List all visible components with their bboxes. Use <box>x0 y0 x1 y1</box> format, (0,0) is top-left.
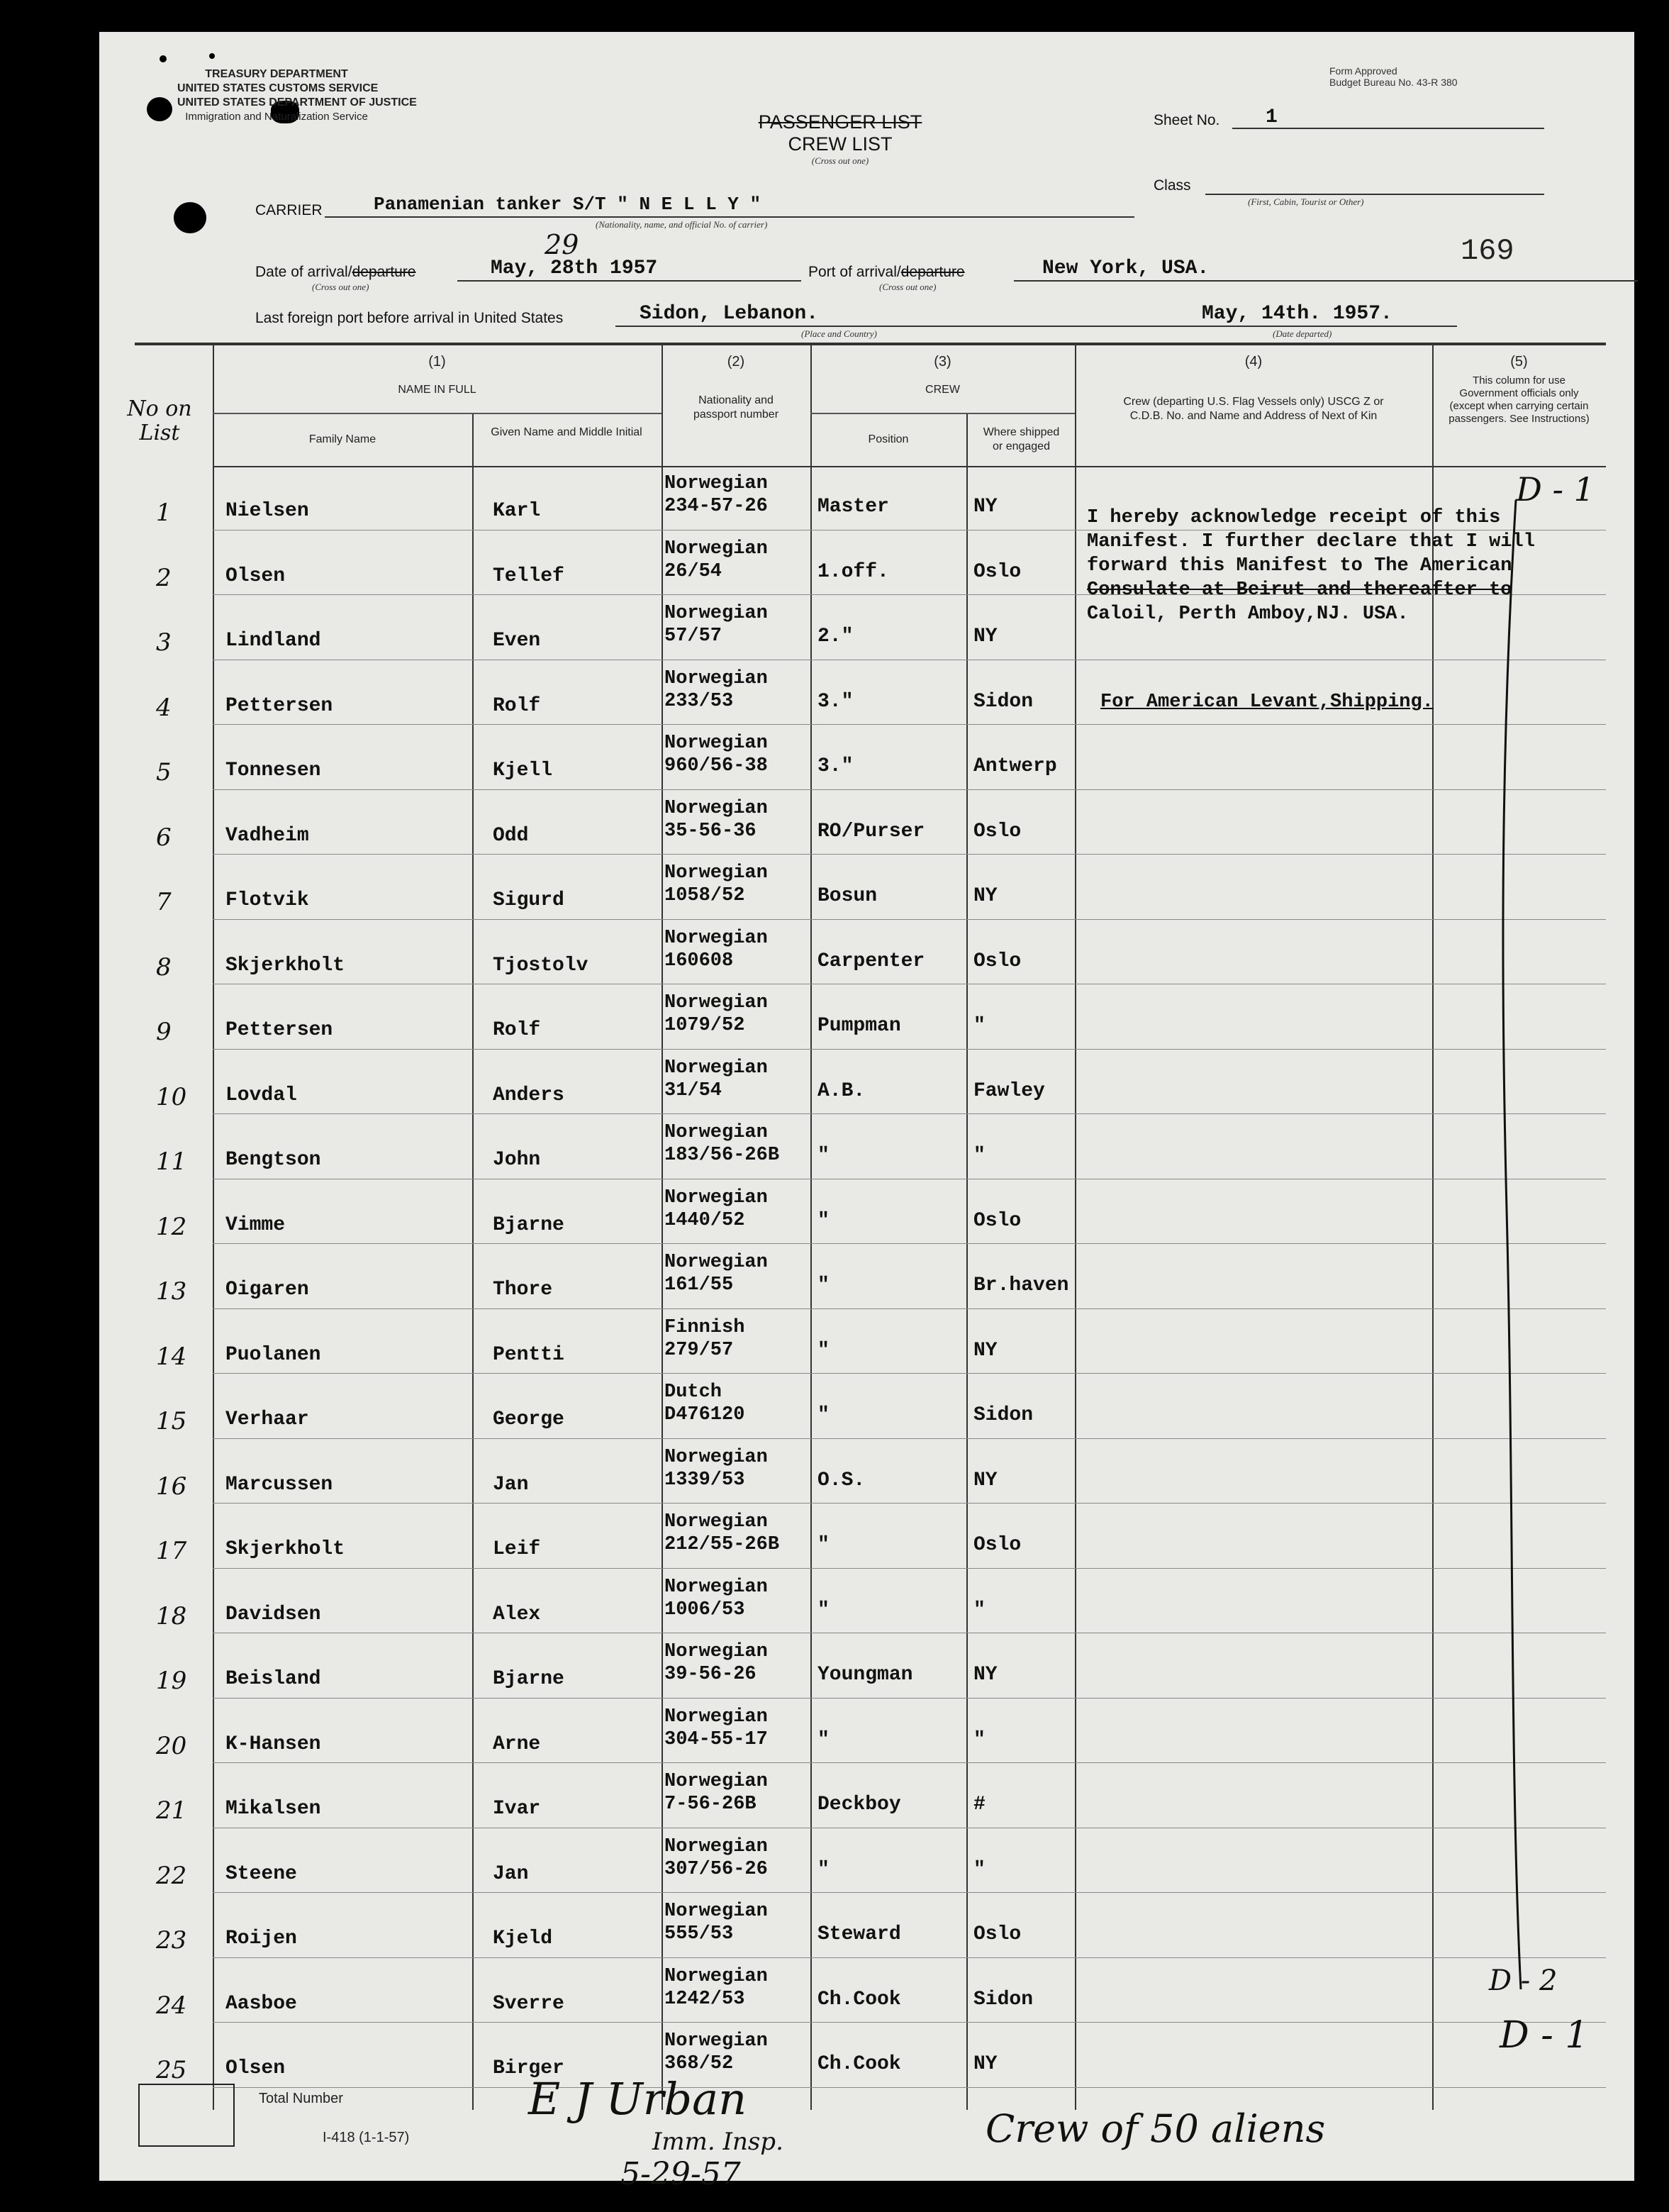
row-number: 3 <box>156 628 172 657</box>
family-name: Verhaar <box>225 1408 309 1430</box>
family-name: Oigaren <box>225 1279 309 1301</box>
table-row <box>99 1569 1634 1635</box>
given-name: Rolf <box>493 1019 541 1041</box>
shipped-at: Sidon <box>973 1404 1034 1426</box>
row-number: 7 <box>156 888 172 916</box>
row-rule <box>213 1438 1606 1439</box>
row-number: 9 <box>156 1018 172 1046</box>
class-label: Class <box>1154 177 1191 194</box>
shipped-at: Oslo <box>973 560 1022 583</box>
table-row <box>99 1699 1634 1764</box>
table-row <box>99 1764 1634 1829</box>
declaration-line: Caloil, Perth Amboy,NJ. USA. <box>1087 604 1409 625</box>
family-name: Davidsen <box>225 1603 321 1625</box>
row-rule <box>213 2022 1606 2023</box>
agency-line: UNITED STATES DEPARTMENT OF JUSTICE <box>177 96 417 109</box>
last-port-value: Sidon, Lebanon. <box>640 303 819 325</box>
crew-position: 3." <box>817 690 854 713</box>
agency-line: Immigration and Naturalization Service <box>185 111 368 123</box>
stamp-number: 169 <box>1461 234 1514 268</box>
crew-position: " <box>817 1274 830 1296</box>
row-rule <box>213 1698 1606 1699</box>
given-name: Arne <box>493 1733 541 1755</box>
row-number: 21 <box>156 1796 187 1825</box>
passport-number: 212/55-26B <box>664 1534 780 1555</box>
port-line <box>1014 280 1638 282</box>
nationality: Norwegian <box>664 862 768 884</box>
d1-top-mark: D - 1 <box>1516 470 1595 508</box>
row-rule <box>213 1308 1606 1309</box>
row-number: 12 <box>156 1212 187 1241</box>
row-rule <box>213 2087 1606 2088</box>
total-number-label: Total Number <box>259 2091 343 2106</box>
row-rule <box>213 1243 1606 1244</box>
shipped-header: Where shipped or engaged <box>983 426 1060 452</box>
col4-num: (4) <box>1244 354 1263 369</box>
crew-position: " <box>817 1145 830 1167</box>
passport-number: 161/55 <box>664 1274 734 1296</box>
agency-header <box>177 67 417 124</box>
passport-number: 234-57-26 <box>664 496 768 517</box>
family-name: Pettersen <box>225 694 333 717</box>
ink-blot <box>160 55 167 62</box>
family-name: Mikalsen <box>225 1798 321 1820</box>
passport-number: 960/56-38 <box>664 755 768 777</box>
row-number: 24 <box>156 1991 187 2020</box>
port-cross-hint: (Cross out one) <box>879 282 937 292</box>
last-port-line <box>615 326 1183 327</box>
crew-position: " <box>817 1339 830 1362</box>
passport-number: 368/52 <box>664 2053 734 2074</box>
col1-title: NAME IN FULL <box>398 384 476 396</box>
given-name-header: Given Name and Middle Initial <box>491 426 642 438</box>
family-name: Roijen <box>225 1928 297 1950</box>
declaration-line: Consulate at Beirut and thereafter to <box>1087 579 1512 601</box>
table-row <box>99 726 1634 791</box>
crew-position: 3." <box>817 755 854 777</box>
table-row <box>99 1115 1634 1180</box>
given-name: Sigurd <box>493 889 564 911</box>
declaration-line: forward this Manifest to The American <box>1087 555 1512 577</box>
row-number: 16 <box>156 1472 187 1501</box>
shipped-at: Oslo <box>973 1534 1022 1556</box>
family-name: Aasboe <box>225 1992 297 2015</box>
crew-position: Youngman <box>817 1664 913 1686</box>
place-hint: (Place and Country) <box>801 328 877 339</box>
shipped-at: Oslo <box>973 1209 1022 1232</box>
shipped-at: NY <box>973 626 998 648</box>
passport-number: 7-56-26B <box>664 1794 757 1815</box>
crew-position: A.B. <box>817 1079 866 1102</box>
family-name: Olsen <box>225 2057 286 2079</box>
nationality-header: Nationality and passport number <box>693 394 779 421</box>
row-number: 15 <box>156 1407 187 1435</box>
carrier-hint: (Nationality, name, and official No. of carrier) <box>596 219 768 230</box>
col5-num: (5) <box>1510 354 1528 369</box>
manifest-sheet <box>99 32 1634 2192</box>
arrival-line <box>457 280 801 282</box>
total-number-box <box>138 2084 235 2147</box>
sheet-line <box>1232 128 1544 129</box>
nationality: Norwegian <box>664 1641 768 1662</box>
given-name: Bjarne <box>493 1213 564 1236</box>
given-name: Tellef <box>493 565 564 587</box>
passport-number: 1339/53 <box>664 1469 745 1491</box>
family-name: Skjerkholt <box>225 1538 345 1560</box>
given-name: Alex <box>493 1603 541 1625</box>
crew-position: Carpenter <box>817 950 925 972</box>
crew-position: Ch.Cook <box>817 2053 901 2075</box>
arrival-label-text: Date of arrival/ <box>255 264 352 280</box>
passport-number: 304-55-17 <box>664 1728 768 1750</box>
given-name: Even <box>493 630 541 652</box>
nationality: Norwegian <box>664 603 768 624</box>
shipped-at: Sidon <box>973 690 1034 713</box>
arrival-cross-hint: (Cross out one) <box>312 282 369 292</box>
family-name: Vadheim <box>225 824 309 847</box>
family-name: Marcussen <box>225 1473 333 1496</box>
port-label-text: Port of arrival/ <box>808 264 901 280</box>
row-rule <box>213 854 1606 855</box>
declaration <box>1087 506 1535 626</box>
next-of-kin-header: Crew (departing U.S. Flag Vessels only) USCG Z or C.D.B. No. and Name and Address of Next of Kin <box>1123 396 1384 422</box>
shipped-at: NY <box>973 1339 998 1362</box>
row-number: 14 <box>156 1342 187 1371</box>
arrival-date: May, 28th 1957 <box>491 257 658 279</box>
given-name: Tjostolv <box>493 954 588 977</box>
nationality: Norwegian <box>664 538 768 560</box>
ink-blot <box>174 202 206 233</box>
port-departure-struck: departure <box>900 264 965 280</box>
passport-number: 26/54 <box>664 560 722 582</box>
nationality: Norwegian <box>664 667 768 689</box>
passport-number: 555/53 <box>664 1923 734 1945</box>
family-name: Lindland <box>225 630 321 652</box>
nationality: Norwegian <box>664 1186 768 1208</box>
table-top-rule <box>135 343 1606 345</box>
given-name: Pentti <box>493 1343 564 1366</box>
nationality: Norwegian <box>664 473 768 494</box>
given-name: Birger <box>493 2057 564 2079</box>
carrier-value: Panamenian tanker S/T " N E L L Y " <box>374 194 761 215</box>
table-row <box>99 1504 1634 1569</box>
shipped-at: NY <box>973 1469 998 1491</box>
nationality: Norwegian <box>664 1771 768 1792</box>
shipped-at: Fawley <box>973 1079 1045 1102</box>
ink-blot <box>147 97 172 121</box>
given-name: John <box>493 1149 541 1171</box>
crew-position: " <box>817 1209 830 1232</box>
shipped-at: NY <box>973 496 998 518</box>
official-use-header: This column for use Government officials only (except when carrying certain passengers. See Instructions) <box>1448 374 1590 425</box>
given-name: Jan <box>493 1862 529 1885</box>
crew-position: 1.off. <box>817 560 889 583</box>
row-number: 10 <box>156 1082 187 1111</box>
d1-bottom-mark: D - 1 <box>1500 2014 1589 2057</box>
family-name: Olsen <box>225 565 286 587</box>
crew-list-title: CREW LIST <box>788 133 893 155</box>
family-name: Puolanen <box>225 1343 321 1366</box>
table-row <box>99 1894 1634 1959</box>
given-name: Sverre <box>493 1992 564 2015</box>
declaration-line: I hereby acknowledge receipt of this <box>1087 507 1501 528</box>
passenger-list-struck: PASSENGER LIST <box>758 111 922 133</box>
list-type <box>752 111 929 167</box>
crew-position: RO/Purser <box>817 820 925 843</box>
table-row <box>99 1634 1634 1699</box>
arrival-departure-struck: departure <box>352 264 416 280</box>
table-row <box>99 1959 1634 2024</box>
table-row <box>99 1374 1634 1440</box>
family-name: Tonnesen <box>225 760 321 782</box>
family-name: Steene <box>225 1862 297 1885</box>
crew-position: " <box>817 1534 830 1556</box>
nationality: Norwegian <box>664 797 768 819</box>
given-name: Jan <box>493 1473 529 1496</box>
shipped-at: # <box>973 1794 986 1816</box>
agent-line: For American Levant,Shipping. <box>1100 691 1434 713</box>
table-row <box>99 791 1634 856</box>
shipped-at: " <box>973 1599 986 1621</box>
nationality: Norwegian <box>664 733 768 754</box>
shipped-at: NY <box>973 1664 998 1686</box>
given-name: Leif <box>493 1538 541 1560</box>
subheader-rule <box>810 413 1075 414</box>
passport-number: 1079/52 <box>664 1015 745 1036</box>
row-number: 20 <box>156 1731 187 1760</box>
last-port-label: Last foreign port before arrival in United States <box>255 310 564 326</box>
arrival-date-hand: 29 <box>545 229 579 260</box>
date-departed-line <box>1110 326 1457 327</box>
nationality: Norwegian <box>664 1446 768 1468</box>
table-row <box>99 985 1634 1050</box>
port-label <box>808 264 965 281</box>
shipped-at: Br.haven <box>973 1274 1069 1296</box>
sheet-label: Sheet No. <box>1154 112 1220 128</box>
crew-note: Crew of 50 aliens <box>986 2106 1326 2151</box>
passport-number: 1058/52 <box>664 885 745 906</box>
family-name: Skjerkholt <box>225 954 345 977</box>
crew-position: 2." <box>817 626 854 648</box>
table-row <box>99 1310 1634 1375</box>
passport-number: 1242/53 <box>664 1988 745 2010</box>
row-number: 13 <box>156 1277 187 1306</box>
passport-number: 279/57 <box>664 1339 734 1361</box>
agency-line: TREASURY DEPARTMENT <box>205 68 348 80</box>
shipped-at: Sidon <box>973 1988 1034 2011</box>
nationality: Norwegian <box>664 1511 768 1533</box>
row-number: 6 <box>156 823 172 852</box>
passport-number: 1006/53 <box>664 1599 745 1621</box>
family-name: Nielsen <box>225 500 309 522</box>
date-departed-hint: (Date departed) <box>1273 328 1332 339</box>
family-name: Lovdal <box>225 1084 297 1106</box>
row-rule <box>213 1762 1606 1763</box>
shipped-at: NY <box>973 885 998 907</box>
given-name: Bjarne <box>493 1668 564 1690</box>
class-line <box>1205 194 1544 195</box>
table-row <box>99 1440 1634 1505</box>
shipped-at: Antwerp <box>973 755 1057 777</box>
row-number: 22 <box>156 1861 187 1890</box>
crew-position: O.S. <box>817 1469 866 1491</box>
shipped-at: Oslo <box>973 950 1022 972</box>
given-name: Karl <box>493 500 541 522</box>
table-row <box>99 921 1634 986</box>
passport-number: 31/54 <box>664 1079 722 1101</box>
given-name: Ivar <box>493 1798 541 1820</box>
row-number: 8 <box>156 952 172 982</box>
nationality: Norwegian <box>664 1576 768 1598</box>
nationality: Finnish <box>664 1316 745 1338</box>
family-name: Flotvik <box>225 889 309 911</box>
family-name: Bengtson <box>225 1149 321 1171</box>
shipped-at: NY <box>973 2053 998 2075</box>
nationality: Norwegian <box>664 1835 768 1857</box>
row-number: 11 <box>156 1147 187 1176</box>
position-header: Position <box>868 433 909 445</box>
row-rule <box>213 1957 1606 1958</box>
family-name: Pettersen <box>225 1019 333 1041</box>
passport-number: 183/56-26B <box>664 1145 780 1166</box>
nationality: Norwegian <box>664 1901 768 1922</box>
crew-position: " <box>817 1858 830 1881</box>
form-number: I-418 (1-1-57) <box>323 2130 410 2145</box>
nationality: Norwegian <box>664 1252 768 1273</box>
given-name: Kjeld <box>493 1928 553 1950</box>
row-number: 25 <box>156 2056 187 2084</box>
passport-number: 35-56-36 <box>664 820 757 842</box>
family-name: Beisland <box>225 1668 321 1690</box>
no-on-list-header: No on List <box>127 396 192 445</box>
table-row <box>99 1829 1634 1894</box>
budget-bureau-line: Budget Bureau No. 43-R 380 <box>1329 77 1458 88</box>
row-number: 23 <box>156 1926 187 1955</box>
row-number: 2 <box>156 563 172 592</box>
carrier-label: CARRIER <box>255 202 323 218</box>
crew-header: CREW <box>925 384 960 396</box>
row-rule <box>213 919 1606 920</box>
given-name: George <box>493 1408 564 1430</box>
given-name: Thore <box>493 1279 553 1301</box>
crew-position: Pumpman <box>817 1015 901 1037</box>
row-number: 1 <box>156 499 172 527</box>
crew-position: " <box>817 1599 830 1621</box>
form-approved <box>1329 65 1458 88</box>
row-number: 18 <box>156 1601 187 1630</box>
passport-number: 39-56-26 <box>664 1664 757 1685</box>
nationality: Norwegian <box>664 992 768 1013</box>
shipped-at: " <box>973 1728 986 1751</box>
carrier-line <box>325 216 1134 218</box>
cross-out-hint: (Cross out one) <box>811 155 869 166</box>
inspector-title: Imm. Insp. <box>652 2128 783 2156</box>
crew-position: Bosun <box>817 885 878 907</box>
passport-number: D476120 <box>664 1404 745 1425</box>
row-rule <box>213 1113 1606 1114</box>
arrival-label <box>255 264 415 281</box>
subheader-rule <box>213 413 662 414</box>
crew-position: Master <box>817 496 889 518</box>
given-name: Rolf <box>493 694 541 717</box>
class-hint: (First, Cabin, Tourist or Other) <box>1248 196 1364 207</box>
row-rule <box>213 724 1606 725</box>
family-name: Vimme <box>225 1213 286 1236</box>
crew-position: Deckboy <box>817 1794 901 1816</box>
table-row <box>99 1245 1634 1310</box>
col3-num: (3) <box>934 354 951 369</box>
port-value: New York, USA. <box>1042 257 1210 279</box>
row-rule <box>213 789 1606 790</box>
crew-position: " <box>817 1404 830 1426</box>
agency-line: UNITED STATES CUSTOMS SERVICE <box>177 82 379 94</box>
passport-number: 160608 <box>664 950 734 972</box>
passport-number: 57/57 <box>664 626 722 647</box>
row-number: 5 <box>156 758 172 787</box>
row-rule <box>213 1503 1606 1504</box>
given-name: Anders <box>493 1084 564 1106</box>
family-name: K-Hansen <box>225 1733 321 1755</box>
nationality: Norwegian <box>664 1706 768 1728</box>
given-name: Odd <box>493 824 529 847</box>
table-row <box>99 855 1634 921</box>
row-number: 19 <box>156 1667 187 1695</box>
crew-position: Ch.Cook <box>817 1988 901 2011</box>
passport-number: 233/53 <box>664 690 734 712</box>
passport-number: 1440/52 <box>664 1209 745 1231</box>
crew-position: Steward <box>817 1923 901 1945</box>
col2-num: (2) <box>727 354 745 369</box>
table-row <box>99 1180 1634 1245</box>
shipped-at: Oslo <box>973 1923 1022 1945</box>
passport-number: 307/56-26 <box>664 1858 768 1880</box>
shipped-at: " <box>973 1858 986 1881</box>
table-row <box>99 2023 1634 2089</box>
nationality: Norwegian <box>664 2030 768 2052</box>
date-departed: May, 14th. 1957. <box>1202 303 1392 325</box>
nationality: Norwegian <box>664 927 768 949</box>
sheet-number: 1 <box>1266 106 1278 128</box>
row-rule <box>213 1049 1606 1050</box>
nationality: Norwegian <box>664 1965 768 1987</box>
shipped-at: " <box>973 1145 986 1167</box>
table-row <box>99 1050 1634 1116</box>
row-rule <box>213 1568 1606 1569</box>
declaration-line: Manifest. I further declare that I will <box>1087 531 1535 552</box>
row-rule <box>213 1373 1606 1374</box>
shipped-at: " <box>973 1015 986 1037</box>
crew-position: " <box>817 1728 830 1751</box>
signature-date: 5-29-57 <box>620 2156 741 2192</box>
form-approved-line: Form Approved <box>1329 65 1397 77</box>
nationality: Norwegian <box>664 1122 768 1143</box>
d2-mark: D - 2 <box>1489 1964 1558 1997</box>
given-name: Kjell <box>493 760 553 782</box>
row-rule <box>213 1892 1606 1893</box>
shipped-at: Oslo <box>973 820 1022 843</box>
nationality: Norwegian <box>664 1057 768 1079</box>
row-number: 17 <box>156 1537 187 1565</box>
ink-blot <box>209 53 215 59</box>
nationality: Dutch <box>664 1382 722 1403</box>
row-number: 4 <box>156 693 172 722</box>
family-name-header: Family Name <box>308 433 376 445</box>
col1-num: (1) <box>428 354 446 369</box>
inspector-signature: E J Urban <box>528 2073 747 2125</box>
bracket-line <box>1489 500 1546 2003</box>
